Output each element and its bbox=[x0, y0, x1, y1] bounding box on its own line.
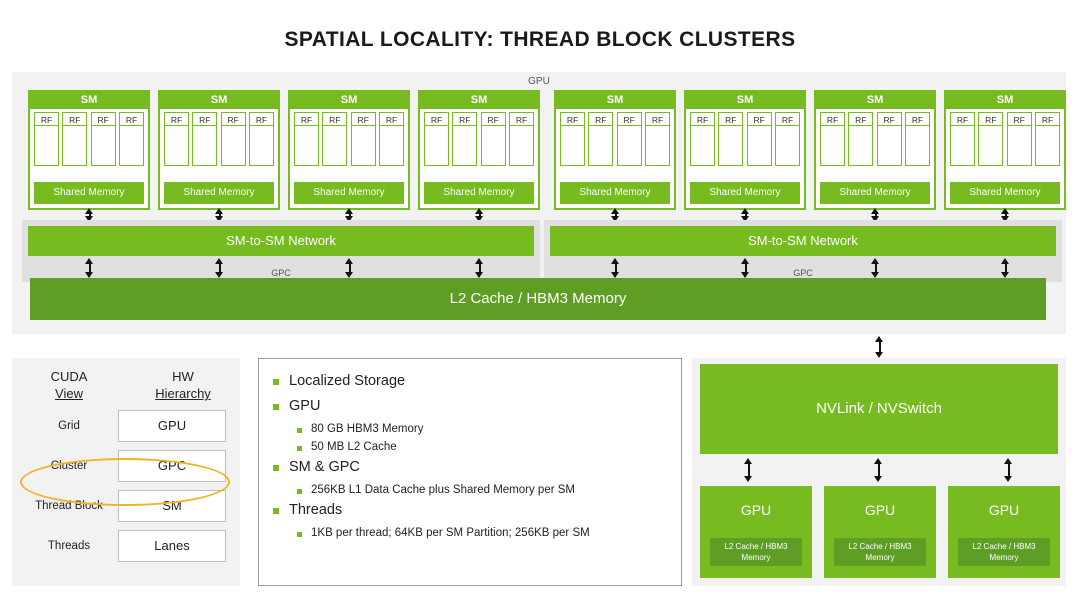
rf-cell: RF bbox=[950, 112, 975, 126]
hw-hierarchy-cell: GPU bbox=[118, 410, 226, 442]
gpc-label: GPC bbox=[793, 268, 813, 278]
peer-gpu-l2-line1: L2 Cache / HBM3 bbox=[972, 542, 1036, 551]
connector-arrow bbox=[871, 258, 880, 278]
rf-row bbox=[290, 109, 408, 126]
lane-cell bbox=[848, 126, 873, 166]
shared-memory-bar: Shared Memory bbox=[560, 182, 670, 204]
sm-title: SM bbox=[946, 92, 1064, 109]
rf-cell: RF bbox=[718, 112, 743, 126]
sm-block bbox=[944, 90, 1066, 210]
lane-cell bbox=[192, 126, 217, 166]
rf-cell: RF bbox=[424, 112, 449, 126]
sm-title: SM bbox=[556, 92, 674, 109]
peer-gpu-l2-line2: Memory bbox=[865, 553, 895, 562]
rf-cell: RF bbox=[905, 112, 930, 126]
shared-memory-bar: Shared Memory bbox=[34, 182, 144, 204]
hw-hierarchy-cell: GPC bbox=[118, 450, 226, 482]
lane-row bbox=[160, 126, 278, 166]
lane-cell bbox=[379, 126, 404, 166]
sm-title: SM bbox=[816, 92, 934, 109]
rf-cell: RF bbox=[164, 112, 189, 126]
cuda-hierarchy-table bbox=[12, 358, 240, 586]
sm-block bbox=[28, 90, 150, 210]
cuda-table-header bbox=[12, 358, 240, 402]
cuda-view-header-line2: View bbox=[55, 386, 83, 401]
peer-gpu-l2 bbox=[834, 538, 926, 566]
sm-title: SM bbox=[160, 92, 278, 109]
rf-row bbox=[556, 109, 674, 126]
shared-memory-bar: Shared Memory bbox=[294, 182, 404, 204]
peer-gpu-l2-line1: L2 Cache / HBM3 bbox=[848, 542, 912, 551]
bullet-item: GPU bbox=[271, 398, 669, 414]
gpc-panel bbox=[544, 220, 1062, 282]
rf-row bbox=[30, 109, 148, 126]
lane-cell bbox=[34, 126, 59, 166]
rf-cell: RF bbox=[62, 112, 87, 126]
peer-gpu-l2 bbox=[958, 538, 1050, 566]
connector-arrow bbox=[475, 258, 484, 278]
table-row bbox=[12, 410, 240, 442]
peer-gpu-l2-line2: Memory bbox=[989, 553, 1019, 562]
peer-gpu-title: GPU bbox=[988, 502, 1020, 518]
rf-cell: RF bbox=[877, 112, 902, 126]
hw-hierarchy-cell: Lanes bbox=[118, 530, 226, 562]
sm-title: SM bbox=[686, 92, 804, 109]
gpc-panel bbox=[22, 220, 540, 282]
bullet-item: Localized Storage bbox=[271, 373, 669, 389]
shared-memory-bar: Shared Memory bbox=[424, 182, 534, 204]
peer-gpu-title: GPU bbox=[740, 502, 772, 518]
cuda-view-header-line1: CUDA bbox=[50, 369, 88, 384]
bullet-subitem: 50 MB L2 Cache bbox=[271, 441, 669, 453]
shared-memory-bar: Shared Memory bbox=[690, 182, 800, 204]
cuda-view-cell: Thread Block bbox=[35, 500, 103, 512]
rf-cell: RF bbox=[978, 112, 1003, 126]
table-row bbox=[12, 530, 240, 562]
cuda-view-cell: Threads bbox=[47, 540, 91, 552]
gpc-label: GPC bbox=[271, 268, 291, 278]
lane-cell bbox=[747, 126, 772, 166]
lane-cell bbox=[249, 126, 274, 166]
lane-cell bbox=[509, 126, 534, 166]
rf-row bbox=[946, 109, 1064, 126]
page-title: SPATIAL LOCALITY: THREAD BLOCK CLUSTERS bbox=[284, 28, 796, 51]
connector-arrow bbox=[345, 258, 354, 278]
lane-cell bbox=[452, 126, 477, 166]
bullet-subitem: 80 GB HBM3 Memory bbox=[271, 423, 669, 435]
cuda-view-cell: Cluster bbox=[50, 460, 88, 472]
sm-to-sm-network-bar: SM-to-SM Network bbox=[28, 226, 534, 256]
hw-hierarchy-cell: SM bbox=[118, 490, 226, 522]
rf-cell: RF bbox=[747, 112, 772, 126]
connector-arrow bbox=[874, 458, 883, 482]
lane-row bbox=[30, 126, 148, 166]
sm-block bbox=[684, 90, 806, 210]
connector-arrow bbox=[741, 258, 750, 278]
gpu-panel bbox=[12, 72, 1066, 334]
sm-block bbox=[814, 90, 936, 210]
lane-cell bbox=[905, 126, 930, 166]
rf-cell: RF bbox=[645, 112, 670, 126]
cuda-view-header bbox=[12, 368, 126, 402]
lane-cell bbox=[221, 126, 246, 166]
rf-cell: RF bbox=[91, 112, 116, 126]
rf-cell: RF bbox=[775, 112, 800, 126]
connector-arrow bbox=[1001, 258, 1010, 278]
shared-memory-bar: Shared Memory bbox=[820, 182, 930, 204]
lane-cell bbox=[718, 126, 743, 166]
rf-cell: RF bbox=[294, 112, 319, 126]
connector-arrow bbox=[85, 258, 94, 278]
sm-title: SM bbox=[290, 92, 408, 109]
bullet-item: SM & GPC bbox=[271, 459, 669, 475]
sm-title: SM bbox=[420, 92, 538, 109]
sm-block bbox=[288, 90, 410, 210]
rf-cell: RF bbox=[119, 112, 144, 126]
lane-cell bbox=[294, 126, 319, 166]
lane-cell bbox=[560, 126, 585, 166]
lane-cell bbox=[351, 126, 376, 166]
rf-cell: RF bbox=[249, 112, 274, 126]
hw-hierarchy-header-line1: HW bbox=[172, 369, 194, 384]
sm-to-sm-network-bar: SM-to-SM Network bbox=[550, 226, 1056, 256]
nvlink-panel bbox=[692, 358, 1066, 586]
lane-cell bbox=[645, 126, 670, 166]
lane-cell bbox=[820, 126, 845, 166]
peer-gpu-block bbox=[948, 486, 1060, 578]
rf-cell: RF bbox=[588, 112, 613, 126]
connector-arrow bbox=[1004, 458, 1013, 482]
table-row bbox=[12, 450, 240, 482]
lane-cell bbox=[877, 126, 902, 166]
shared-memory-bar: Shared Memory bbox=[950, 182, 1060, 204]
lane-row bbox=[686, 126, 804, 166]
rf-cell: RF bbox=[221, 112, 246, 126]
rf-cell: RF bbox=[322, 112, 347, 126]
lane-cell bbox=[62, 126, 87, 166]
lane-cell bbox=[164, 126, 189, 166]
connector-arrow bbox=[744, 458, 753, 482]
lane-cell bbox=[1007, 126, 1032, 166]
lane-cell bbox=[690, 126, 715, 166]
lane-cell bbox=[978, 126, 1003, 166]
bullet-item: Threads bbox=[271, 502, 669, 518]
rf-cell: RF bbox=[690, 112, 715, 126]
rf-row bbox=[160, 109, 278, 126]
lane-row bbox=[946, 126, 1064, 166]
shared-memory-bar: Shared Memory bbox=[164, 182, 274, 204]
lane-cell bbox=[775, 126, 800, 166]
rf-row bbox=[420, 109, 538, 126]
sm-block bbox=[554, 90, 676, 210]
rf-cell: RF bbox=[560, 112, 585, 126]
lane-cell bbox=[91, 126, 116, 166]
rf-row bbox=[686, 109, 804, 126]
rf-cell: RF bbox=[379, 112, 404, 126]
sm-title: SM bbox=[30, 92, 148, 109]
bullet-subitem: 256KB L1 Data Cache plus Shared Memory per SM bbox=[271, 484, 669, 496]
peer-gpu-block bbox=[700, 486, 812, 578]
lane-row bbox=[290, 126, 408, 166]
cuda-view-cell: Grid bbox=[58, 420, 80, 432]
lane-row bbox=[420, 126, 538, 166]
peer-gpu-l2-line2: Memory bbox=[741, 553, 771, 562]
rf-cell: RF bbox=[820, 112, 845, 126]
rf-cell: RF bbox=[848, 112, 873, 126]
rf-cell: RF bbox=[192, 112, 217, 126]
connector-arrow bbox=[215, 258, 224, 278]
rf-cell: RF bbox=[34, 112, 59, 126]
lane-cell bbox=[617, 126, 642, 166]
rf-cell: RF bbox=[481, 112, 506, 126]
lane-cell bbox=[119, 126, 144, 166]
rf-row bbox=[816, 109, 934, 126]
l2-cache-bar: L2 Cache / HBM3 Memory bbox=[30, 278, 1046, 320]
lane-row bbox=[816, 126, 934, 166]
connector-arrow bbox=[875, 336, 884, 358]
lane-cell bbox=[322, 126, 347, 166]
rf-cell: RF bbox=[452, 112, 477, 126]
sm-block bbox=[418, 90, 540, 210]
rf-cell: RF bbox=[351, 112, 376, 126]
rf-cell: RF bbox=[617, 112, 642, 126]
peer-gpu-l2-line1: L2 Cache / HBM3 bbox=[724, 542, 788, 551]
lane-cell bbox=[588, 126, 613, 166]
bullet-subitem: 1KB per thread; 64KB per SM Partition; 256KB per SM bbox=[271, 527, 669, 539]
rf-cell: RF bbox=[1007, 112, 1032, 126]
hw-hierarchy-header-line2: Hierarchy bbox=[155, 386, 211, 401]
table-row bbox=[12, 490, 240, 522]
rf-cell: RF bbox=[509, 112, 534, 126]
rf-cell: RF bbox=[1035, 112, 1060, 126]
sm-block bbox=[158, 90, 280, 210]
connector-arrow bbox=[611, 258, 620, 278]
lane-cell bbox=[424, 126, 449, 166]
peer-gpu-l2 bbox=[710, 538, 802, 566]
lane-row bbox=[556, 126, 674, 166]
lane-cell bbox=[950, 126, 975, 166]
lane-cell bbox=[1035, 126, 1060, 166]
hw-hierarchy-header bbox=[126, 368, 240, 402]
details-callout-box bbox=[258, 358, 682, 586]
peer-gpu-title: GPU bbox=[864, 502, 896, 518]
lane-cell bbox=[481, 126, 506, 166]
peer-gpu-block bbox=[824, 486, 936, 578]
nvlink-switch-bar: NVLink / NVSwitch bbox=[700, 364, 1058, 454]
gpu-panel-label: GPU bbox=[528, 76, 550, 87]
